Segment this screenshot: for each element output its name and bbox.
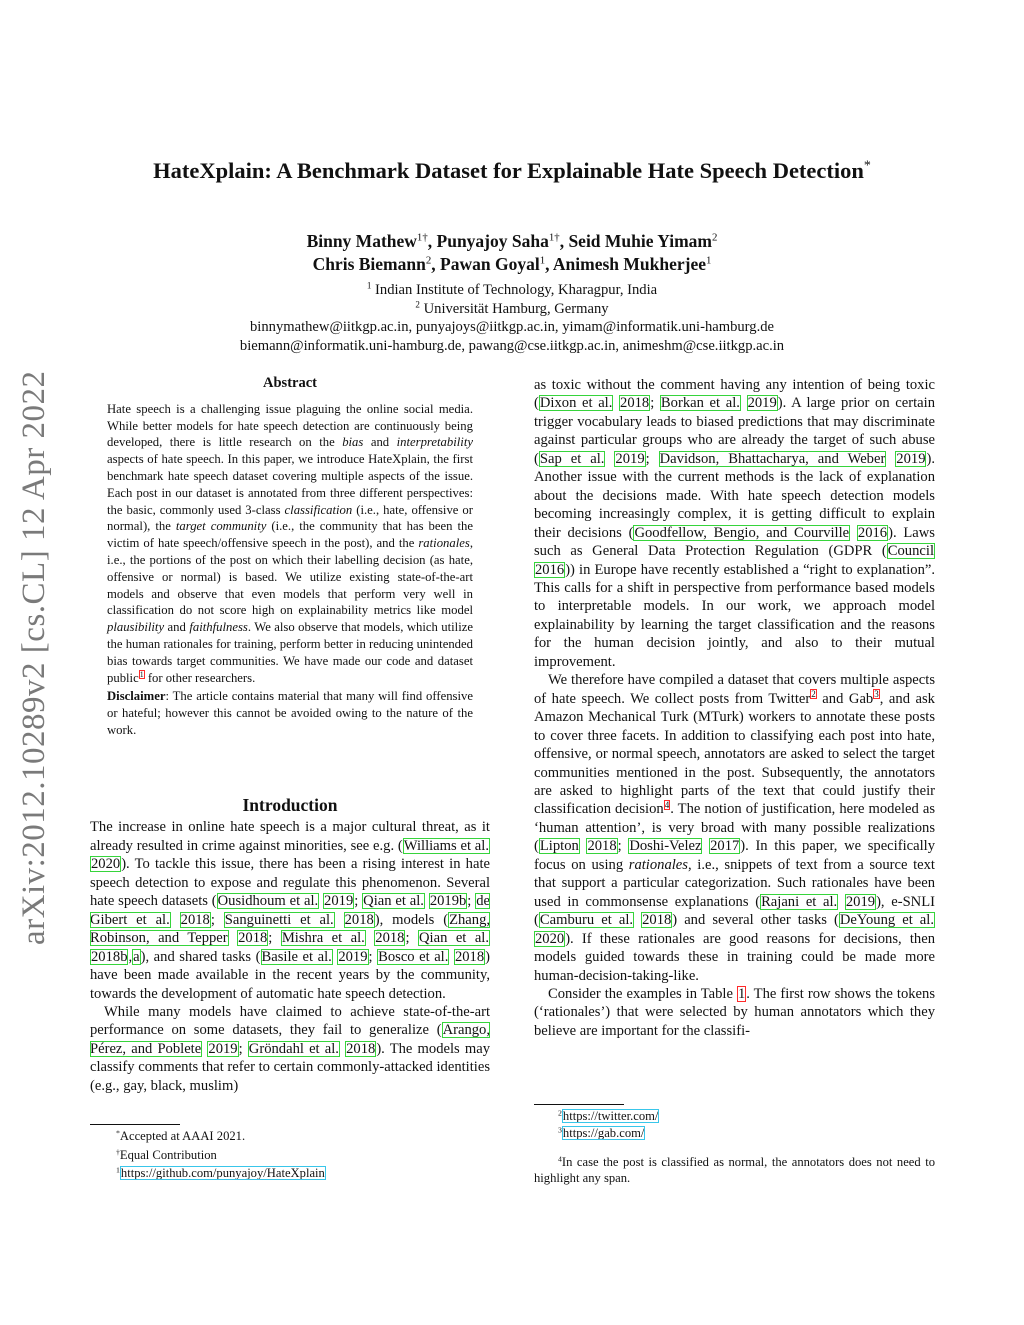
footnote-equal-contribution <box>90 1146 490 1165</box>
emphasis: plausibility <box>107 620 165 635</box>
footnote-link-1[interactable]: 1 <box>139 669 144 679</box>
citation-link[interactable]: Bosco et al. <box>378 948 449 965</box>
citation-link[interactable]: Williams et al. <box>403 837 489 854</box>
text-run: ), e-SNLI ( <box>534 893 935 929</box>
text-run: and <box>164 620 190 635</box>
arxiv-stamp: arXiv:2012.10289v2 [cs.CL] 12 Apr 2022 <box>16 370 52 945</box>
footnote-mark: * <box>116 1128 120 1138</box>
citation-year-link[interactable]: a <box>133 948 140 965</box>
author-affil-mark: 2 <box>425 254 432 267</box>
text-run: Consider the examples in Table <box>548 985 737 1002</box>
text-run: (i.e., the community that has been the victim of hate speech/offensive speech in the post), and the <box>107 519 473 551</box>
citation-link[interactable]: Doshi-Velez <box>629 838 702 855</box>
footnote-rule-right <box>534 1104 624 1105</box>
footnote-rule-left <box>90 1124 180 1125</box>
text-run: ). If these rationales are good reasons for decisions, then models guided towards these in training could be made more human-decision-taking-like. <box>534 930 935 984</box>
affiliations <box>60 281 964 355</box>
citation-link[interactable]: Borkan et al. <box>660 395 740 412</box>
citation-year-link[interactable]: 2019 <box>615 450 645 467</box>
github-url-link[interactable]: https://github.com/punyajoy/HateXplain <box>120 1166 325 1180</box>
footnote-twitter <box>534 1108 935 1125</box>
intro-paragraph-1: The increase in online hate speech is a major cultural threat, as it already resulted in crime against minorities, see e.g. (Williams et al. 2020). To tackle this issue, there has been a rising interest in hate speech detection to expose and regulate this phenomenon. Several hate speech datasets (Ousidhoum et al. 2019; Qian et al. 2019b; de Gibert et al. 2018; Sanguinetti et al. 2018), models (Zhang, Robinson, and Tepper 2018; Mishra et al. 2018; Qian et al. 2018b,a), and shared tasks (Basile et al. 2019; Bosco et al. 2018) have been made available in the recent years by the community, towards the development of automatic hate speech detection. <box>90 819 491 1002</box>
text-run: ) have been made available in the recent years by the community, towards the development of automatic hate speech detection. <box>90 948 490 1002</box>
text-run: and Gab <box>816 690 874 707</box>
citation-link[interactable]: Rajani et al. <box>761 893 838 910</box>
citation-year-link[interactable]: 2018 <box>642 912 672 929</box>
emphasis: classification <box>284 502 353 517</box>
citation-year-link[interactable]: 2018 <box>238 930 268 947</box>
citation-link[interactable]: Sanguinetti et al. <box>224 911 334 928</box>
text-run: ) and several other tasks ( <box>672 912 839 929</box>
text-run: ). A large prior on certain trigger vocabulary leads to biased predictions that may discriminate against particular groups who are already the target of such abuse ( <box>534 395 935 467</box>
citation-year-link[interactable]: 2018 <box>587 838 617 855</box>
emphasis: bias <box>342 435 364 450</box>
citation-link[interactable]: DeYoung et al. <box>839 912 934 929</box>
author-line-2: Chris Biemann$^2$, Pawan Goyal$^1$, Animesh Mukherjee$^1$ <box>312 254 712 274</box>
footnote-gab <box>534 1125 935 1142</box>
citation-year-link[interactable]: 2019 <box>896 450 926 467</box>
intro-paragraph-2: While many models have claimed to achieve state-of-the-art performance on some datasets, they fail to generalize (Arango, Pérez, and Poblete 2019; Gröndahl et al. 2018). The models may classify comments that refer to certain commonly-attacked identities (e.g., gay, black, muslim) <box>90 1003 491 1094</box>
text-run: aspects of hate speech. In this paper, we introduce HateXplain, the first benchmark hate speech dataset covering multiple aspects of the issue. Each post in our dataset is annotated from three different perspectives: the basic, commonly used 3-class <box>107 452 473 517</box>
citation-year-link[interactable]: 2017 <box>710 838 740 855</box>
emphasis: interpretability <box>396 435 473 450</box>
disclaimer-label: Disclaimer <box>107 689 166 704</box>
footnote-mark: † <box>116 1146 120 1156</box>
affiliation-name: Universität Hamburg, Germany <box>423 300 609 317</box>
text-run: (i.e., hate, offensive or normal), the <box>107 502 473 534</box>
gab-url-link[interactable]: https://gab.com/ <box>562 1125 645 1140</box>
citation-year-link[interactable]: 2019 <box>338 948 368 965</box>
text-run: )) in Europe have recently established a “right to explanation”. This calls for a shift in perspective from performance based models to interpretable models. In our work, we approach model explainability by learning the target classification and the reasons for the human decision jointly, and also to their mutual improvement. <box>534 561 935 670</box>
author-list <box>60 230 964 276</box>
citation-link[interactable]: Camburu et al. <box>539 912 634 929</box>
text-run: The increase in online hate speech is a major cultural threat, as it already resulted in crime against minorities, see e.g. ( <box>90 819 490 854</box>
introduction-section <box>90 796 490 1095</box>
text-run: ). Laws such as General Data Protection Regulation (GDPR ( <box>534 524 935 560</box>
title-footnote-mark: * <box>863 158 871 174</box>
citation-link[interactable]: Gröndahl et al. <box>248 1040 339 1057</box>
affiliation-2 <box>60 300 964 319</box>
citation-link[interactable]: Sap et al. <box>539 450 605 467</box>
text-run: as toxic without the comment having any intention of being toxic ( <box>534 377 935 412</box>
citation-year-link[interactable]: 2019 <box>208 1040 238 1057</box>
footnote-mark: 2 <box>558 1108 562 1118</box>
footnotes-left <box>90 1127 490 1183</box>
citation-year-link[interactable]: 2019b <box>429 893 467 910</box>
citation-link[interactable]: Dixon et al. <box>539 395 613 412</box>
citation-link[interactable]: Goodfellow, Bengio, and Courville <box>634 524 850 541</box>
author-affil-mark: 1† <box>548 231 560 244</box>
abstract-heading: Abstract <box>263 375 317 391</box>
intro-paragraph-3: as toxic without the comment having any intention of being toxic (Dixon et al. 2018; Borkan et al. 2019). A large prior on certain trigger vocabulary leads to biased predictions that may discriminate against particular groups who are already the target of such abuse (Sap et al. 2019; Davidson, Bhattacharya, and Weber 2019). Another issue with the current methods is the lack of explanation about the decisions made. With hate speech detection models becoming increasingly complex, it is getting difficult to explain their decisions (Goodfellow, Bengio, and Courville 2016). Laws such as General Data Protection Regulation (GDPR (Council 2016)) in Europe have recently established a “right to explanation”. This calls for a shift in perspective from performance based models to interpretable models. In our work, we approach model explainability by learning the target classification and the reasons for the human decision jointly, and also to their mutual improvement. <box>534 377 935 670</box>
text-run: ). In this paper, we specifically focus on using <box>534 838 935 873</box>
author-name: Chris Biemann <box>312 254 426 274</box>
citation-year-link[interactable]: 2016 <box>857 524 888 541</box>
footnote-normal-span <box>534 1154 935 1187</box>
emphasis: rationales <box>418 536 470 551</box>
citation-link[interactable]: Davidson, Bhattacharya, and Weber <box>659 450 886 467</box>
affiliation-number: 1 <box>366 280 372 291</box>
footnote-text: Equal Contribution <box>119 1147 217 1162</box>
author-affil-mark: 1† <box>416 231 428 244</box>
citation-year-link[interactable]: 2018 <box>620 395 650 412</box>
footnote-mark: 3 <box>558 1124 562 1134</box>
footnote-text: Accepted at AAAI 2021. <box>119 1129 246 1143</box>
text-run: Hate speech is a challenging issue plaguing the online social media. While better models for hate speech detection are continuously being developed, there is little research on the <box>107 401 473 450</box>
affiliation-number: 2 <box>415 299 420 310</box>
text-run: . We also observe that models, which utilize the human rationales for training, perform better in reducing unintended bias towards target communities. We have made our code and dataset public <box>107 620 473 685</box>
author-affil-mark: 1 <box>706 254 712 267</box>
footnote-link-3[interactable]: 3 <box>874 689 879 700</box>
footnote-text: In case the post is classified as normal, the annotators does not need to highlight any span. <box>534 1154 935 1186</box>
author-emails-1: binnymathew@iitkgp.ac.in, punyajoys@iitkgp.ac.in, yimam@informatik.uni-hamburg.de <box>250 319 774 335</box>
abstract-body <box>107 401 473 687</box>
footnote-mark: 1 <box>116 1165 120 1175</box>
abstract-section <box>107 375 473 739</box>
emphasis: faithfulness <box>189 620 248 635</box>
citation-year-link[interactable]: 2018 <box>344 911 374 928</box>
citation-year-link[interactable]: 2018 <box>454 948 485 965</box>
author-name: Animesh Mukherjee <box>552 254 707 274</box>
text-run: . The first row shows the tokens (‘rationales’) that were selected by human annotators which they believe are important for the classifi- <box>534 985 936 1039</box>
footnote-link-2[interactable]: 2 <box>811 689 816 700</box>
author-affil-mark: 1 <box>539 254 546 267</box>
citation-link[interactable]: Ousidhoum et al. <box>217 893 319 910</box>
author-name: Punyajoy Saha <box>436 231 549 251</box>
citation-year-link[interactable]: 2018 <box>180 911 210 928</box>
text-run: ). To tackle this issue, there has been a rising interest in hate speech detection to expose and regulate this phenomenon. Several hate speech datasets ( <box>90 856 490 910</box>
intro-paragraph-4: We therefore have compiled a dataset that covers multiple aspects of hate speech. We collect posts from Twitter$^2$ and Gab$^3$, and ask Amazon Mechanical Turk (MTurk) workers to annotate these posts to cover three facets. In addition to classifying each post into hate, offensive, or normal speech, annotators are asked to select the target communities mentioned in the post. Subsequently, the annotators are asked to highlight parts of the text that could justify their classification decision$^4$. The notion of justification, here modeled as ‘human attention’, is very broad with many possible realizations (Lipton 2018; Doshi-Velez 2017). In this paper, we specifically focus on using rationales, i.e., snippets of text from a source text that support a particular categorization. Such rationales have been used in commonsense explanations (Rajani et al. 2019), e-SNLI (Camburu et al. 2018) and several other tasks (DeYoung et al. 2020). If these rationales are good reasons for decisions, then models guided towards these in training could be made more human-decision-taking-like. <box>534 672 935 984</box>
table-1-link[interactable]: 1 <box>737 985 746 1002</box>
footnote-mark: 4 <box>558 1153 562 1163</box>
citation-year-link[interactable]: 2020 <box>535 930 565 947</box>
text-run: ), and shared tasks ( <box>140 948 261 965</box>
author-line-1: Binny Mathew$^{1\dagger}$, Punyajoy Saha$^{1\dagger}$, Seid Muhie Yimam$^2$ <box>306 231 718 251</box>
citation-link[interactable]: Zhang, Robinson, and Tepper <box>90 911 491 947</box>
citation-year-link[interactable]: 2019 <box>845 893 876 910</box>
footnotes-right <box>534 1108 935 1199</box>
paper-title <box>60 158 964 184</box>
emphasis: rationales <box>628 856 688 873</box>
citation-year-link[interactable]: 2016 <box>535 561 565 578</box>
author-name: Binny Mathew <box>306 231 417 251</box>
citation-link[interactable]: Qian et al. <box>363 893 424 910</box>
text-run: for other researchers. <box>144 670 256 685</box>
footnote-github <box>90 1164 490 1183</box>
citation-year-link[interactable]: 2018 <box>346 1040 376 1057</box>
text-run: ). Another issue with the current methods is the lack of explanation about the decisions made. With hate speech detection models becoming increasingly complex, it is getting difficult to explain their decisions ( <box>534 450 935 541</box>
author-affil-mark: 2 <box>712 231 718 244</box>
text-run: ), models ( <box>374 911 449 928</box>
emphasis: target community <box>175 519 267 534</box>
author-name: Pawan Goyal <box>440 254 540 274</box>
text-run: , i.e., snippets of text from a source text that support a particular categorization. Such rationales have been used in commonsense explanations ( <box>534 856 935 910</box>
introduction-continued <box>534 376 935 1040</box>
citation-year-link[interactable]: 2019 <box>324 893 354 910</box>
text-run: ). The models may classify comments that refer to certain commonly-attacked identities (e.g., gay, black, muslim) <box>90 1040 491 1094</box>
text-run: , and ask Amazon Mechanical Turk (MTurk) workers to annotate these posts to cover three facets. In addition to classifying each post into hate, offensive, or normal speech, annotators are asked to select the target communities mentioned in the post. Subsequently, the annotators are asked to highlight parts of the text that could justify their classification decision <box>534 690 935 818</box>
text-run: We therefore have compiled a dataset that covers multiple aspects of hate speech. We collect posts from Twitter <box>534 672 935 707</box>
citation-year-link[interactable]: 2019 <box>747 395 777 412</box>
footnote-link-4[interactable]: 4 <box>664 800 670 810</box>
affiliation-name: Indian Institute of Technology, Kharagpur, India <box>375 282 658 298</box>
affiliation-1 <box>60 281 964 300</box>
citation-link[interactable]: de Gibert et al. <box>90 893 490 928</box>
title-text: HateXplain: A Benchmark Dataset for Explainable Hate Speech Detection <box>153 158 864 183</box>
citation-year-link[interactable]: 2018 <box>375 930 405 947</box>
footnote-accepted <box>90 1127 490 1146</box>
text-run: , i.e., the portions of the post on which their labelling decision (as hate, offensive or normal) is based. We utilize existing state-of-the-art models and observe that even models that perform very well in classification do not score high on explainability metrics like model <box>107 536 473 618</box>
citation-year-link[interactable]: 2020 <box>91 856 121 873</box>
text-run: While many models have claimed to achieve state-of-the-art performance on some datasets, they fail to generalize ( <box>90 1003 490 1039</box>
text-run: : The article contains material that many will find offensive or hateful; however this cannot be avoided owing to the nature of the work. <box>107 689 473 737</box>
disclaimer <box>107 688 473 738</box>
text-run: . The notion of justification, here modeled as ‘human attention’, is very broad with many possible realizations ( <box>534 801 935 855</box>
intro-paragraph-5 <box>534 985 935 1040</box>
text-run: and <box>363 435 397 450</box>
author-name: Seid Muhie Yimam <box>568 231 713 251</box>
citation-link[interactable]: Lipton <box>539 838 579 855</box>
citation-link[interactable]: Council <box>887 543 934 560</box>
citation-link[interactable]: Basile et al. <box>261 948 332 965</box>
citation-link[interactable]: Qian et al. <box>419 930 490 947</box>
citation-link[interactable]: Mishra et al. <box>281 930 365 947</box>
author-emails-2: biemann@informatik.uni-hamburg.de, pawang@cse.iitkgp.ac.in, animeshm@cse.iitkgp.ac.in <box>239 337 785 354</box>
citation-year-link[interactable]: 2018b <box>91 948 128 965</box>
twitter-url-link[interactable]: https://twitter.com/ <box>562 1109 659 1123</box>
citation-link[interactable]: Arango, Pérez, and Poblete <box>90 1022 490 1057</box>
introduction-heading: Introduction <box>242 795 338 815</box>
